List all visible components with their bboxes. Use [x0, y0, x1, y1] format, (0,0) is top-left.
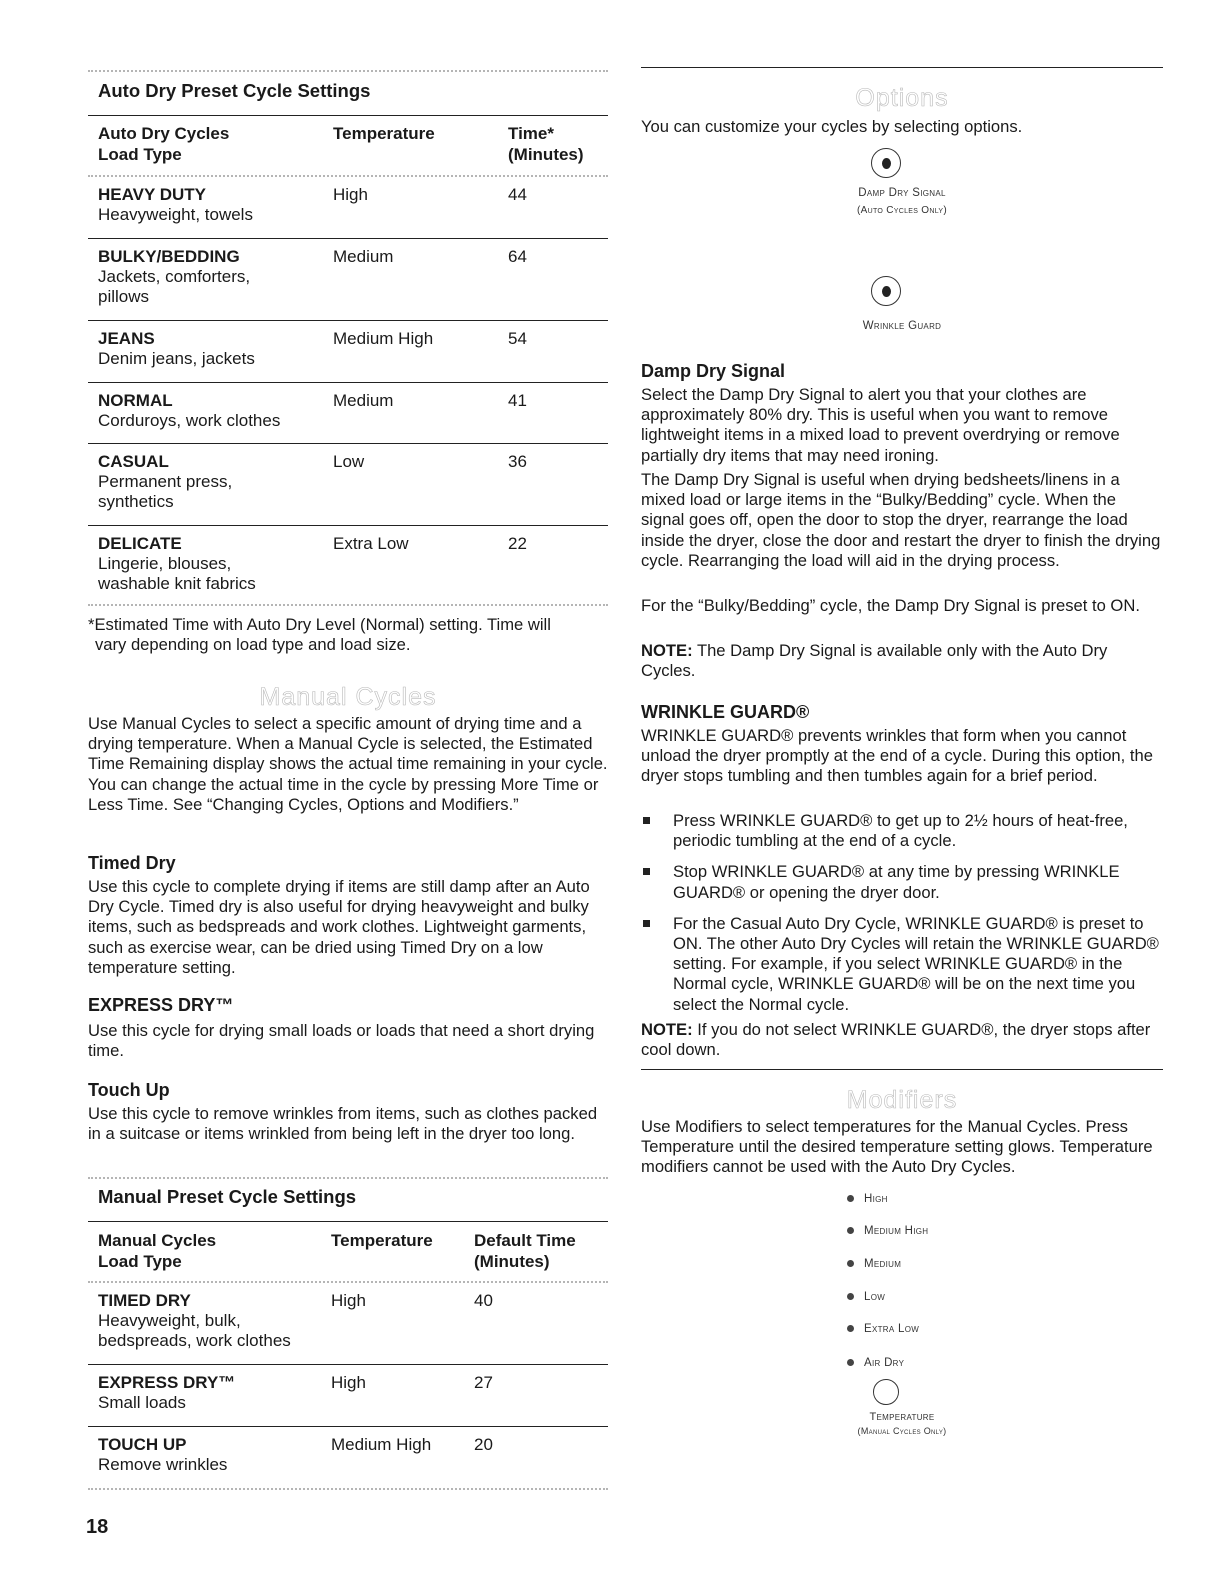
express-dry-text: Use this cycle for drying small loads or loads that need a short drying time.: [88, 1021, 595, 1061]
table-row: HEAVY DUTY Heavyweight, towels: [98, 185, 253, 224]
table-row: NORMAL Corduroys, work clothes: [98, 391, 281, 430]
options-heading: Options: [855, 84, 949, 112]
temp-level-air-dry: Air Dry: [847, 1357, 904, 1369]
auto-table-title: Auto Dry Preset Cycle Settings: [98, 80, 371, 101]
row-time: 54: [508, 329, 527, 348]
table-row: EXPRESS DRY™ Small loads: [98, 1373, 236, 1412]
table-row: JEANS Denim jeans, jackets: [98, 329, 255, 368]
temp-level-high: High: [847, 1193, 888, 1205]
divider: [88, 1177, 608, 1179]
divider: [641, 1069, 1163, 1070]
row-time: 36: [508, 452, 527, 471]
divider: [88, 175, 608, 177]
list-item: Stop WRINKLE GUARD® at any time by pressing WRINKLE GUARD® or opening the dryer door.: [641, 862, 1163, 902]
auto-table-col1-head: Auto Dry Cycles Load Type: [98, 124, 230, 164]
divider: [88, 1488, 608, 1490]
divider: [88, 1281, 608, 1283]
row-temperature: Medium High: [333, 329, 434, 348]
damp-dry-p2: The Damp Dry Signal is useful when drying bedsheets/linens in a mixed load or large items in the “Bulky/Bedding” cycle. When the signal goes off, open the door to stop the dryer, rearrange the load inside the dryer, close the door and restart the dryer to finish the drying cycle. Rearranging the load will aid in the drying process.: [641, 470, 1161, 570]
divider: [641, 67, 1163, 68]
divider: [88, 1364, 608, 1365]
damp-dry-signal-button-icon[interactable]: [871, 148, 901, 178]
manual-table-col3-head: Default Time (Minutes): [474, 1231, 576, 1271]
divider: [88, 115, 608, 116]
damp-dry-signal-label: Damp Dry Signal: [858, 187, 946, 199]
row-time: 64: [508, 247, 527, 266]
table-row: DELICATE Lingerie, blouses, washable knit fabrics: [98, 534, 256, 593]
modifiers-intro: Use Modifiers to select temperatures for the Manual Cycles. Press Temperature until the desired temperature setting glows. Temperature modifiers cannot be used with the Auto Dry Cycles.: [641, 1117, 1153, 1177]
row-time: 20: [474, 1435, 493, 1454]
temp-level-extra-low: Extra Low: [847, 1323, 919, 1335]
divider: [88, 238, 608, 239]
damp-dry-signal-sublabel: (Auto Cycles Only): [857, 205, 947, 216]
divider: [88, 604, 608, 606]
wrinkle-guard-note: NOTE: If you do not select WRINKLE GUARD®, the dryer stops after cool down.: [641, 1020, 1151, 1060]
row-temperature: High: [331, 1373, 366, 1392]
damp-dry-p1: Select the Damp Dry Signal to alert you that your clothes are approximately 80% dry. This is useful when you want to remove lightweight items in a mixed load to prevent overdrying or remove partially dry items that may need ironing.: [641, 385, 1120, 465]
temp-level-medium-high: Medium High: [847, 1225, 928, 1237]
manual-table-title: Manual Preset Cycle Settings: [98, 1186, 357, 1207]
table-row: CASUAL Permanent press, synthetics: [98, 452, 233, 511]
row-temperature: Low: [333, 452, 365, 471]
row-time: 22: [508, 534, 527, 553]
timed-dry-text: Use this cycle to complete drying if items are still damp after an Auto Dry Cycle. Timed dry is also useful for drying heavyweight and bulky items, such as bedspreads and work clothes. Lightweight garments, such as exercise wear, can be dried using Timed Dry on a low temperature setting.: [88, 877, 590, 977]
divider: [88, 525, 608, 526]
express-dry-title: EXPRESS DRY™: [88, 995, 234, 1015]
timed-dry-title: Timed Dry: [88, 853, 176, 873]
wrinkle-guard-title: WRINKLE GUARD®: [641, 702, 810, 722]
row-temperature: High: [331, 1291, 366, 1310]
list-item: Press WRINKLE GUARD® to get up to 2½ hours of heat-free, periodic tumbling at the end of a cycle.: [641, 811, 1163, 851]
row-temperature: Medium: [333, 391, 394, 410]
damp-dry-note: NOTE: The Damp Dry Signal is available only with the Auto Dry Cycles.: [641, 641, 1108, 681]
wrinkle-guard-bullets: [641, 811, 1163, 1026]
table-row: TOUCH UP Remove wrinkles: [98, 1435, 228, 1474]
row-time: 41: [508, 391, 527, 410]
list-item: For the Casual Auto Dry Cycle, WRINKLE GUARD® is preset to ON. The other Auto Dry Cycles will retain the WRINKLE GUARD® setting. For example, if you select WRINKLE GUARD® in the Normal cycle, WRINKLE GUARD® will be on the next time you select the Normal cycle.: [641, 914, 1163, 1015]
row-time: 44: [508, 185, 527, 204]
row-time: 27: [474, 1373, 493, 1392]
options-intro: You can customize your cycles by selecting options.: [641, 117, 1023, 136]
temperature-label: Temperature: [869, 1411, 935, 1423]
divider: [88, 1221, 608, 1222]
temp-level-medium: Medium: [847, 1258, 901, 1270]
page-number: 18: [86, 1516, 109, 1538]
row-temperature: Extra Low: [333, 534, 409, 553]
row-temperature: Medium High: [331, 1435, 432, 1454]
manual-cycles-intro: Use Manual Cycles to select a specific amount of drying time and a drying temperature. When a Manual Cycle is selected, the Estimated Time Remaining display shows the actual time remaining in your cycle. You can change the actual time in the cycle by pressing More Time or Less Time. See “Changing Cycles, Options and Modifiers.”: [88, 714, 608, 814]
wrinkle-guard-label: Wrinkle Guard: [862, 320, 942, 332]
divider: [88, 443, 608, 444]
touch-up-text: Use this cycle to remove wrinkles from items, such as clothes packed in a suitcase or items wrinkled from being left in the dryer too long.: [88, 1104, 598, 1144]
temperature-sublabel: (Manual Cycles Only): [857, 1426, 947, 1436]
row-time: 40: [474, 1291, 493, 1310]
temp-level-low: Low: [847, 1291, 885, 1303]
divider: [88, 1426, 608, 1427]
manual-table-col2-head: Temperature: [331, 1231, 433, 1250]
divider: [88, 382, 608, 383]
table-row: TIMED DRY Heavyweight, bulk, bedspreads, work clothes: [98, 1291, 291, 1350]
table-row: BULKY/BEDDING Jackets, comforters, pillows: [98, 247, 251, 306]
auto-table-col3-head: Time* (Minutes): [508, 124, 584, 164]
manual-cycles-heading: Manual Cycles: [259, 683, 437, 711]
wrinkle-guard-p1: WRINKLE GUARD® prevents wrinkles that form when you cannot unload the dryer promptly at the end of a cycle. During this option, the dryer stops tumbling and then tumbles again for a brief period.: [641, 726, 1153, 786]
wrinkle-guard-button-icon[interactable]: [871, 276, 901, 306]
divider: [88, 70, 608, 72]
modifiers-heading: Modifiers: [846, 1086, 958, 1114]
table-footnote: *Estimated Time with Auto Dry Level (Normal) setting. Time will vary depending on load type and load size.: [88, 615, 551, 655]
temperature-button-icon[interactable]: [873, 1379, 899, 1405]
auto-table-col2-head: Temperature: [333, 124, 435, 143]
damp-dry-title: Damp Dry Signal: [641, 361, 786, 381]
divider: [88, 320, 608, 321]
row-temperature: Medium: [333, 247, 394, 266]
manual-table-col1-head: Manual Cycles Load Type: [98, 1231, 217, 1271]
row-temperature: High: [333, 185, 368, 204]
damp-dry-p3: For the “Bulky/Bedding” cycle, the Damp Dry Signal is preset to ON.: [641, 596, 1140, 615]
touch-up-title: Touch Up: [88, 1080, 170, 1100]
